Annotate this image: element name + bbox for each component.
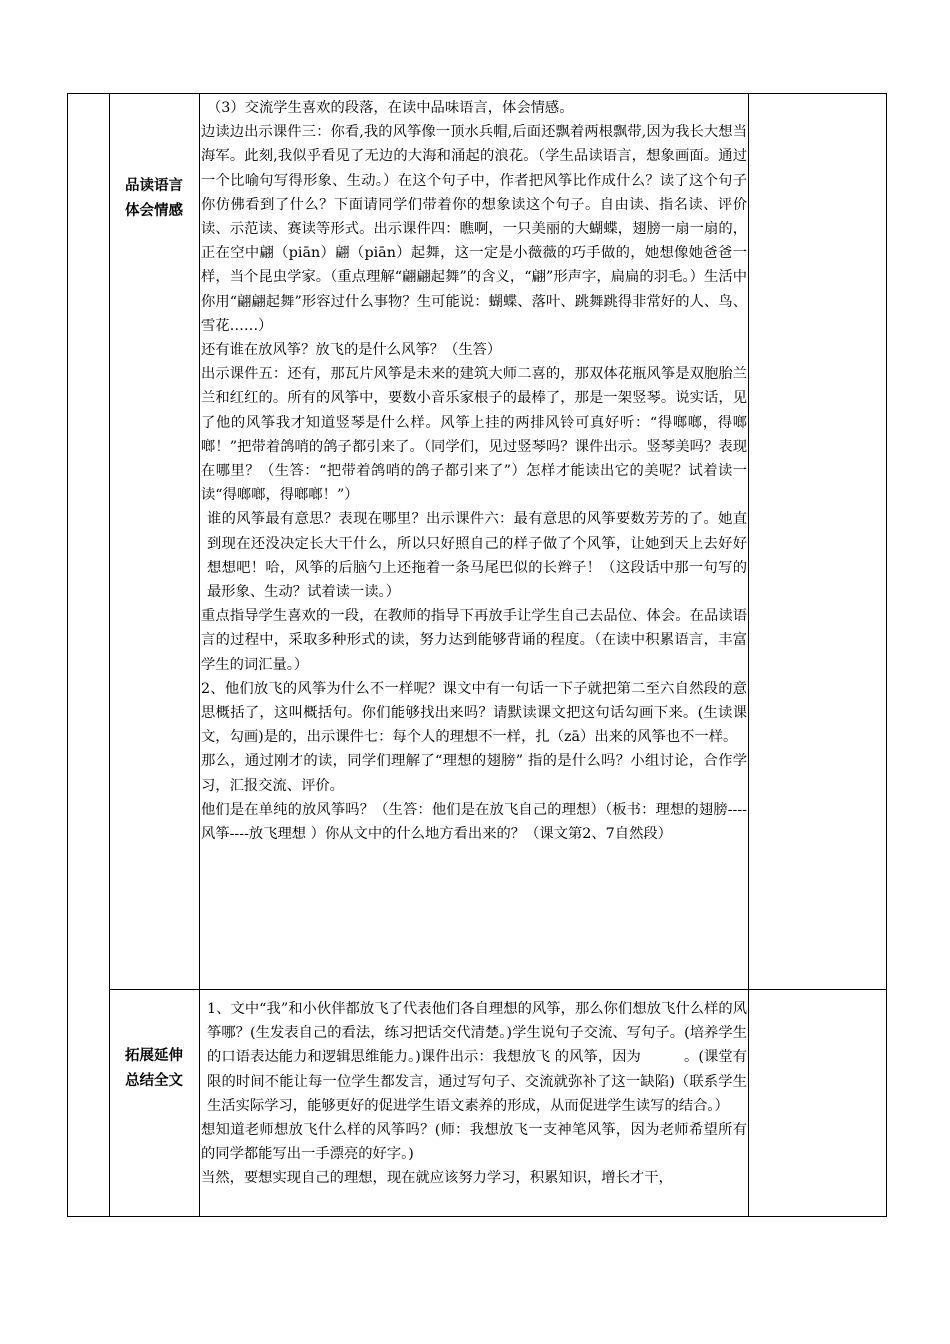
- paragraph: 他们是在单纯的放风筝吗？（生答：他们是在放飞自己的理想）（板书：理想的翅膀----风筝----放飞理想 ）你从文中的什么地方看出来的？（课文第2、7自然段）: [201, 801, 747, 843]
- row-label-line: 拓展延伸: [125, 1048, 183, 1064]
- column-divider: [199, 94, 200, 1216]
- row-label-extension: [110, 1044, 198, 1094]
- paragraph: 谁的风筝最有意思？表现在哪里？出示课件六：最有意思的风筝要数芳芳的了。她直到现在还没决定长大干什么，所以只好照自己的样子做了个风筝，让她到天上去好好想想吧！哈，风筝的后脑勺上还拖着一条马尾巴似的长辫子！（这段话中那一句写的最形象、生动？试着读一读。）: [207, 511, 747, 601]
- paragraph: 想知道老师想放飞什么样的风筝吗？(师：我想放飞一支神笔风筝，因为老师希望所有的同学都能写出一手漂亮的好字。): [201, 1122, 747, 1163]
- paragraph: （3）交流学生喜欢的段落，在读中品味语言，体会情感。: [207, 100, 574, 116]
- column-divider: [748, 94, 749, 1216]
- paragraph: 当然，要想实现自己的理想，现在就应该努力学习，积累知识，增长才干，: [201, 1170, 673, 1187]
- row-divider: [109, 989, 886, 990]
- paragraph: 出示课件五：还有，那瓦片风筝是未来的建筑大师二喜的，那双体花瓶风筝是双胞胎兰兰和红红的。所有的风筝中，要数小音乐家根子的最棒了，那是一架竖琴。说实话，见了他的风筝我才知道竖琴是什么样。风筝上挂的两排风铃可真好听：“得啷啷，得啷啷！”把带着鸽哨的鸽子都引来了。（同学们，见过竖琴吗？课件出示。竖琴美吗？表现在哪里？（生答：“把带着鸽哨的鸽子都引来了”）怎样才能读出它的美呢？试着读一读“得啷啷，得啷啷！”）: [201, 366, 747, 504]
- lesson-plan-table: [67, 93, 887, 1217]
- row-label-reading: [110, 174, 198, 224]
- paragraph: 重点指导学生喜欢的一段，在教师的指导下再放手让学生自己去品位、体会。在品读语言的过程中，采取多种形式的读，努力达到能够背诵的程度。（在读中积累语言，丰富学生的词汇量。）: [201, 608, 747, 673]
- row-content-reading: [201, 96, 747, 846]
- paragraph: 边读边出示课件三：你看,我的风筝像一顶水兵帽,后面还飘着两根飘带,因为我长大想当海军。此刻,我似乎看见了无边的大海和涌起的浪花。（学生品读语言，想象画面。通过一个比喻句写得形象、生动。）在这个句子中，作者把风筝比作成什么？读了这个句子你仿佛看到了什么？下面请同学们带着你的想象读这个句子。自由读、指名读、评价读、示范读、赛读等形式。出示课件四：瞧啊，一只美丽的大蝴蝶，翅膀一扇一扇的，正在空中翩（piān）翩（piān）起舞，这一定是小薇薇的巧手做的，她想像她爸爸一样，当个昆虫学家。（重点理解“翩翩起舞”的含义，“翩”形声字，扁扁的羽毛。）生活中你用“翩翩起舞”形容过什么事物？生可能说：蝴蝶、落叶、跳舞跳得非常好的人、鸟、雪花……）: [201, 124, 747, 334]
- row-label-line: 总结全文: [125, 1073, 183, 1089]
- paragraph: 还有谁在放风筝？放飞的是什么风筝？（生答）: [201, 342, 502, 359]
- row-content-extension: [201, 997, 747, 1191]
- paragraph: 2、他们放飞的风筝为什么不一样呢？课文中有一句话一下子就把第二至六自然段的意思概括了，这叫概括句。你们能够找出来吗？请默读课文把这句话勾画下来。(生读课文，勾画)是的，出示课件七：每个人的理想不一样，扎（zā）出来的风筝也不一样。: [201, 680, 747, 746]
- paragraph: 1、文中“我”和小伙伴都放飞了代表他们各自理想的风筝，那么你们想放飞什么样的风筝哪？(生发表自己的看法，练习把话交代清楚。)学生说句子交流、写句子。(培养学生的口语表达能力和逻辑思维能力。)课件出示：我想放飞 的风筝，因为 。(课堂有限的时间不能让每一位学生都发言，通过写句子、交流就弥补了这一缺陷)（联系学生生活实际学习，能够更好的促进学生语文素养的形成，从而促进学生读写的结合。）: [207, 1001, 747, 1114]
- paragraph: 那么，通过刚才的读，同学们理解了“理想的翅膀” 指的是什么吗？小组讨论，合作学习，汇报交流、评价。: [201, 753, 747, 794]
- row-label-line: 品读语言: [125, 178, 183, 194]
- row-label-line: 体会情感: [125, 203, 183, 219]
